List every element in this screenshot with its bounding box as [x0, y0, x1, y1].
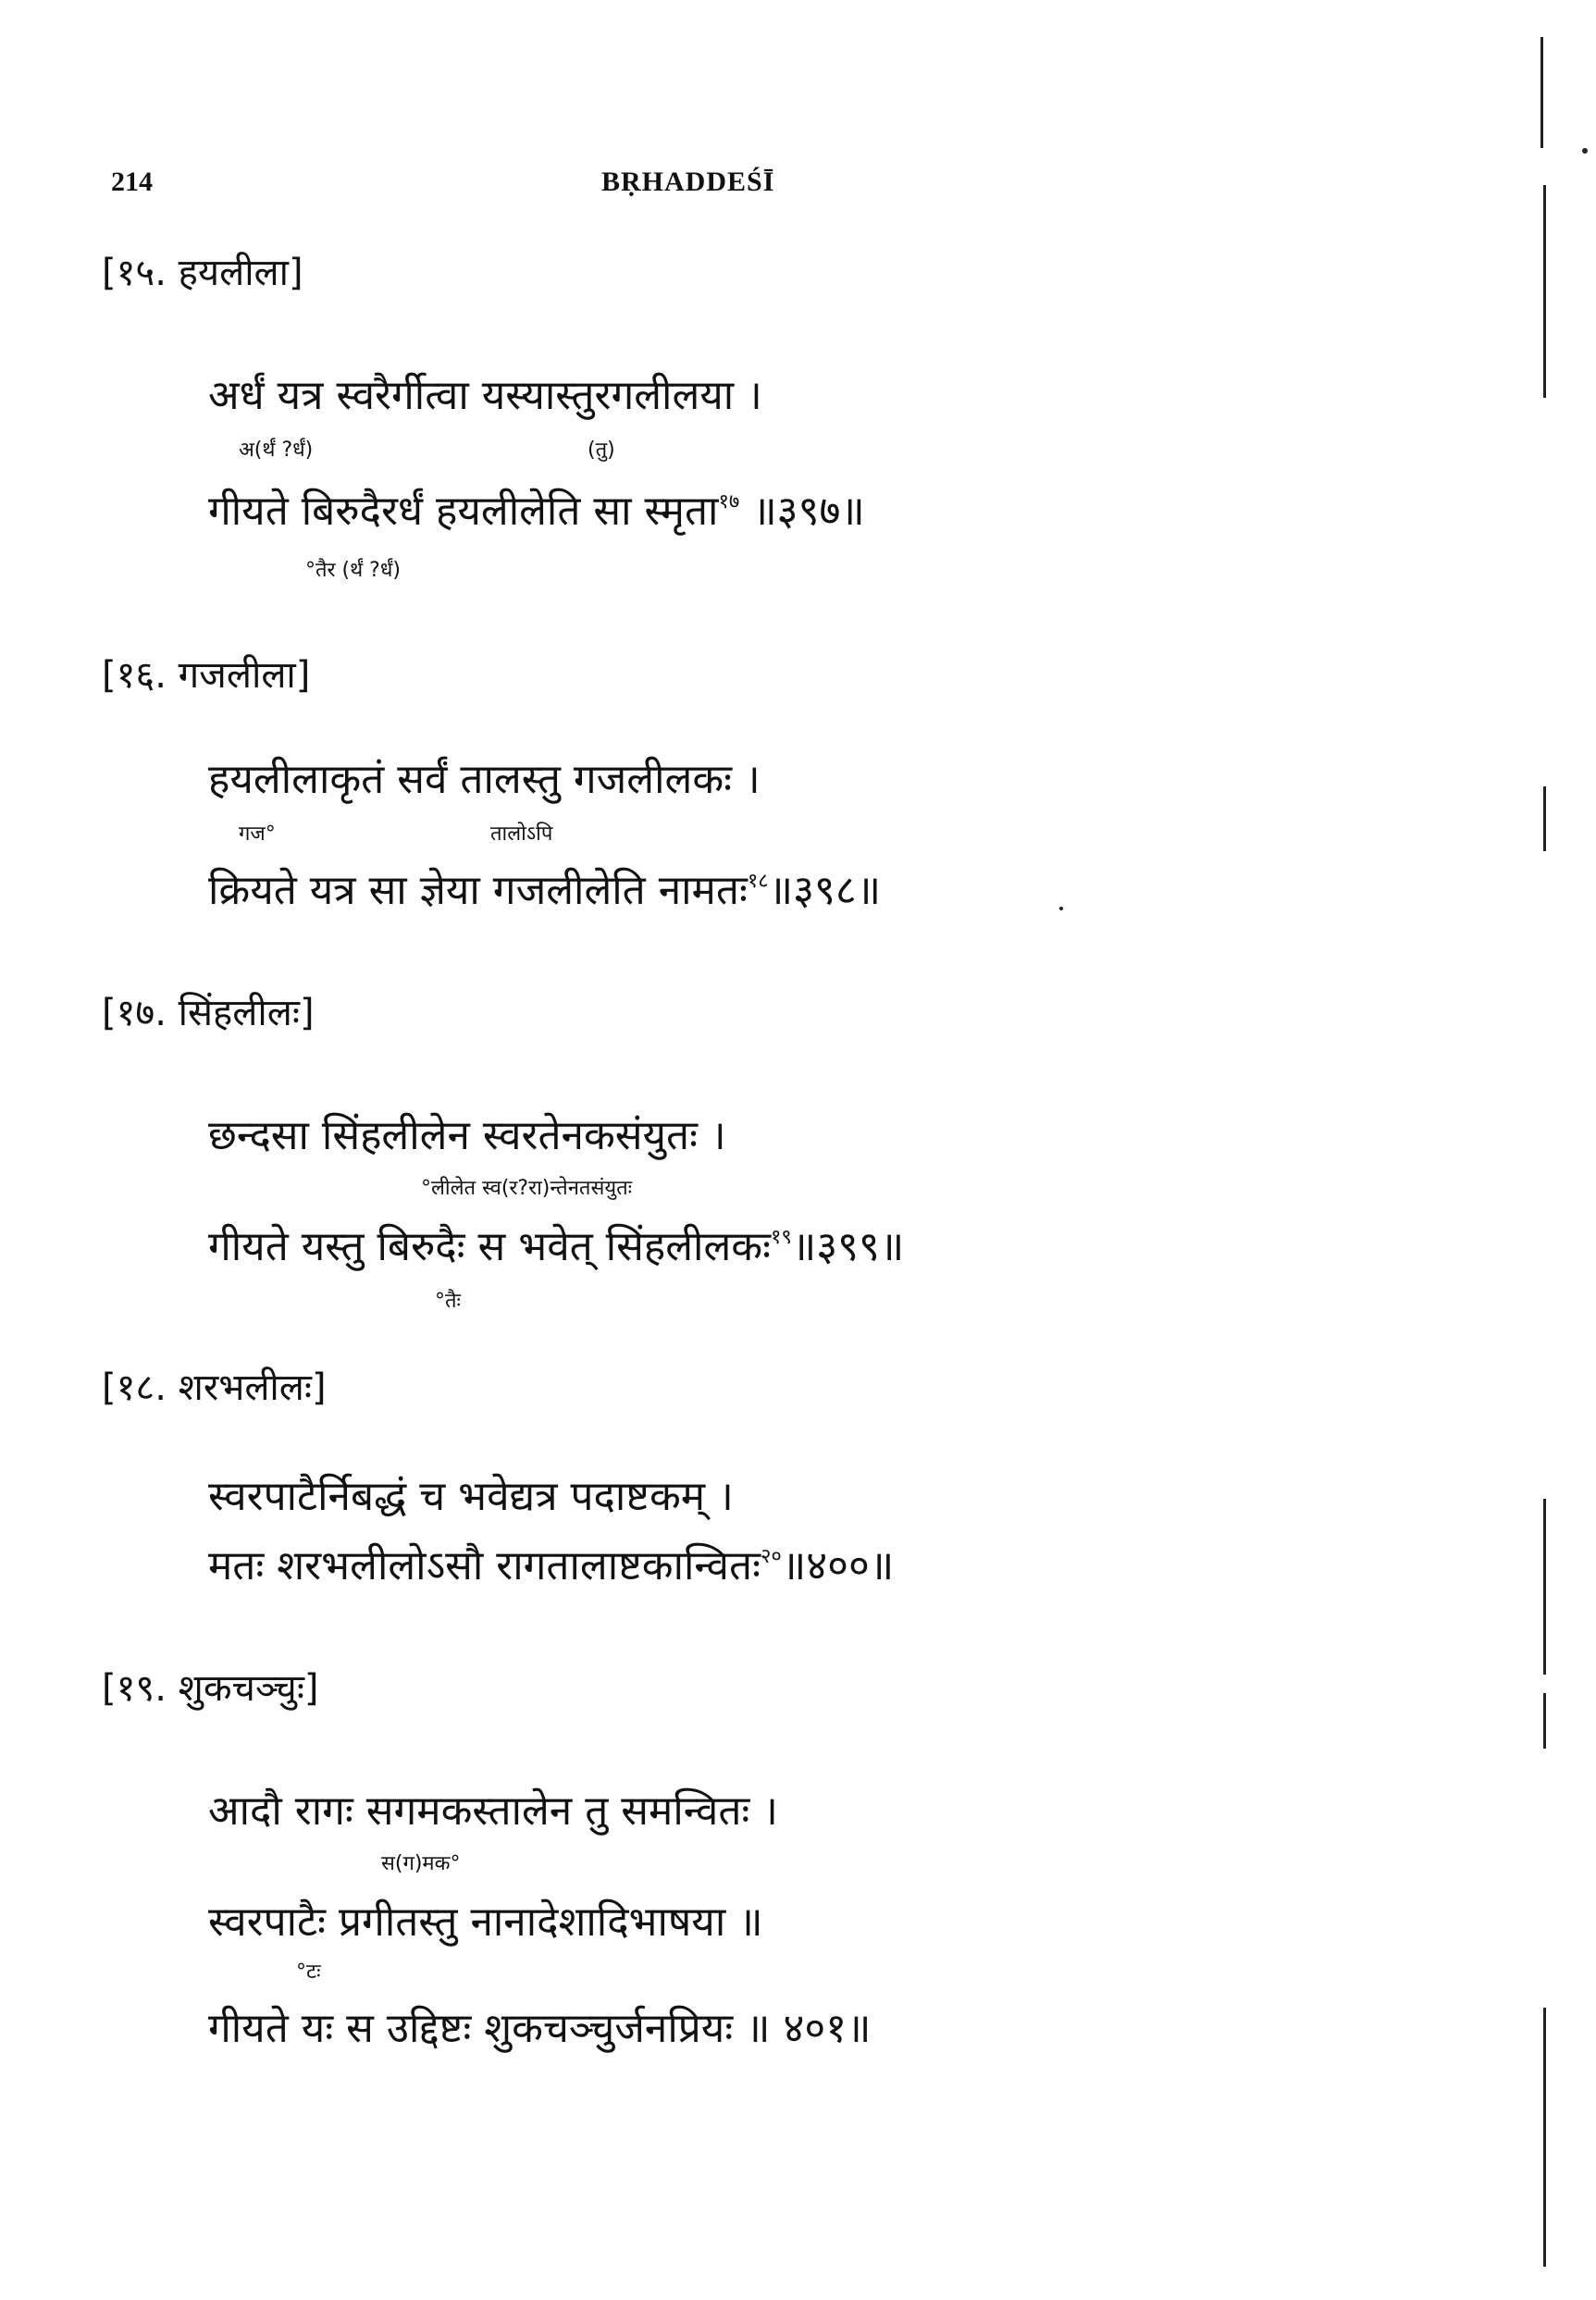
verse-text: क्रियते यत्र सा ज्ञेया गजलीलेति नामतः: [208, 867, 748, 914]
verse-text: गीयते बिरुदैरर्धं हयलीलेति सा स्मृता: [208, 488, 719, 535]
section-heading: [१९. शुकचञ्चुः]: [102, 1667, 319, 1710]
variant-note: °टः: [296, 1960, 321, 1984]
variant-note: °लीलेत स्व(र?रा)न्तेनतसंयुतः: [421, 1177, 633, 1200]
verse-line: स्वरपाटैर्निबद्धं च भवेद्यत्र पदाष्टकम् ।: [208, 1473, 734, 1520]
verse-line: [208, 860, 881, 916]
variant-note: °तैर (र्थं ?र्धं): [305, 559, 401, 582]
variant-note: स(ग)मक°: [381, 1852, 461, 1875]
scan-edge-line: [1543, 1499, 1546, 1675]
variant-note: (तु): [588, 439, 615, 462]
running-title: BṚHADDEŚĪ: [601, 167, 775, 197]
verse-number: ॥३९८॥: [768, 867, 882, 914]
verse-line: [208, 1536, 894, 1591]
verse-line: [208, 481, 865, 537]
variant-note: °तैः: [435, 1290, 461, 1313]
page-number: 214: [111, 167, 153, 197]
scan-edge-line: [1543, 786, 1546, 851]
section-heading: [१८. शरभलीलः]: [102, 1366, 327, 1409]
verse-number: ॥३९९॥: [791, 1223, 905, 1270]
scan-edge-line: [1540, 37, 1543, 148]
verse-line: छन्दसा सिंहलीलेन स्वरतेनकसंयुतः ।: [208, 1112, 726, 1159]
footnote-number: १७: [718, 490, 740, 513]
verse-line: हयलीलाकृतं सर्वं तालस्तु गजलीलकः ।: [208, 756, 761, 803]
scan-edge-line: [1543, 2008, 1546, 2267]
verse-line: अर्धं यत्र स्वरैर्गीत्वा यस्यास्तुरगलीलया ।: [208, 372, 762, 419]
variant-note: गज°: [239, 822, 276, 846]
variant-note: अ(र्थं ?र्धं): [239, 439, 314, 462]
verse-line: गीयते यः स उद्दिष्टः शुकचञ्चुर्जनप्रियः ॥ ४०१॥: [208, 2005, 872, 2052]
scan-speck: [1059, 907, 1063, 910]
scan-edge-line: [1543, 1693, 1546, 1749]
scan-speck: [1582, 148, 1588, 154]
section-heading: [१७. सिंहलीलः]: [102, 992, 315, 1034]
footnote-number: १९: [770, 1226, 792, 1249]
section-heading: [१५. हयलीला]: [102, 252, 303, 294]
footnote-number: २०: [760, 1545, 782, 1568]
section-heading: [१६. गजलीला]: [102, 654, 311, 697]
verse-line: आदौ रागः सगमकस्तालेन तु समन्वितः ।: [208, 1787, 778, 1835]
verse-number: ॥४००॥: [781, 1542, 895, 1589]
variant-note: तालोऽपि: [490, 822, 553, 846]
verse-line: [208, 1217, 904, 1272]
footnote-number: १८: [747, 870, 769, 893]
verse-text: गीयते यस्तु बिरुदैः स भवेत् सिंहलीलकः: [208, 1223, 771, 1270]
verse-number: ॥३९७॥: [752, 488, 865, 535]
scan-edge-line: [1543, 185, 1546, 398]
verse-line: स्वरपाटैः प्रगीतस्तु नानादेशादिभाषया ॥: [208, 1898, 763, 1946]
verse-text: मतः शरभलीलोऽसौ रागतालाष्टकान्वितः: [208, 1542, 761, 1589]
